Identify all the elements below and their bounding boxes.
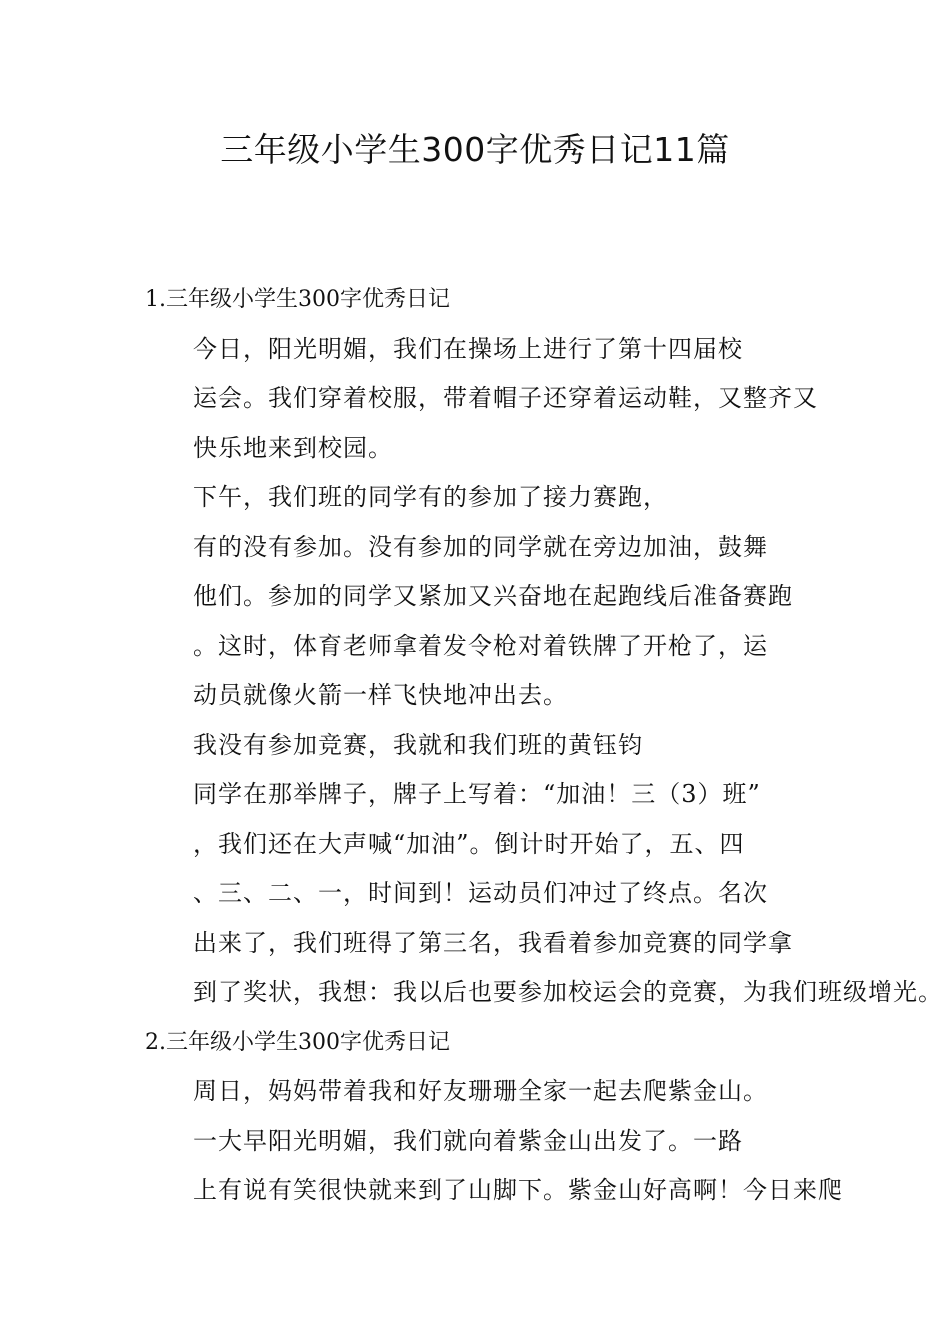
section-1-heading: 1.三年级小学生300字优秀日记	[145, 287, 450, 312]
document-body	[145, 275, 943, 1216]
paragraph-line: 周日，妈妈带着我和好友珊珊全家一起去爬紫金山。	[193, 1077, 768, 1105]
section-1-paragraph-3	[145, 721, 943, 1018]
section-2-paragraph-1	[145, 1067, 810, 1117]
paragraph-line: 。这时，体育老师拿着发令枪对着铁牌了开枪了，运	[193, 631, 768, 660]
paragraph-line: 上有说有笑很快就来到了山脚下。紫金山好高啊！今日来爬	[193, 1176, 843, 1204]
paragraph-line: 到了奖状，我想：我以后也要参加校运会的竞赛，为我们班级增光。	[193, 978, 943, 1006]
section-2-paragraph-2	[145, 1117, 843, 1216]
paragraph-line: 一大早阳光明媚，我们就向着紫金山出发了。一路	[193, 1126, 743, 1155]
document-title: 三年级小学生300字优秀日记11篇	[220, 130, 730, 169]
paragraph-line: 他们。参加的同学又紧加又兴奋地在起跑线后准备赛跑	[193, 582, 793, 610]
paragraph-line: 动员就像火箭一样飞快地冲出去。	[193, 681, 568, 709]
paragraph-line: 我没有参加竞赛，我就和我们班的黄钰钧	[193, 730, 643, 759]
section-1-paragraph-1	[145, 325, 818, 474]
paragraph-line: 有的没有参加。没有参加的同学就在旁边加油，鼓舞	[193, 532, 768, 561]
paragraph-line: 出来了，我们班得了第三名，我看着参加竞赛的同学拿	[193, 928, 793, 957]
paragraph-line: 今日，阳光明媚，我们在操场上进行了第十四届校	[193, 334, 743, 363]
section-1-paragraph-2	[145, 473, 810, 721]
paragraph-line: 、三、二、一，时间到！运动员们冲过了终点。名次	[193, 879, 768, 907]
paragraph-line: 下午，我们班的同学有的参加了接力赛跑，	[193, 483, 668, 511]
paragraph-line: 快乐地来到校园。	[193, 433, 393, 462]
paragraph-line: 同学在那举牌子，牌子上写着：“加油！三（3）班”	[193, 780, 761, 808]
paragraph-line: 运会。我们穿着校服，带着帽子还穿着运动鞋，又整齐又	[193, 384, 818, 412]
paragraph-line: ，我们还在大声喊“加油”。倒计时开始了，五、四	[193, 829, 745, 858]
section-2-heading: 2.三年级小学生300字优秀日记	[145, 1029, 450, 1055]
